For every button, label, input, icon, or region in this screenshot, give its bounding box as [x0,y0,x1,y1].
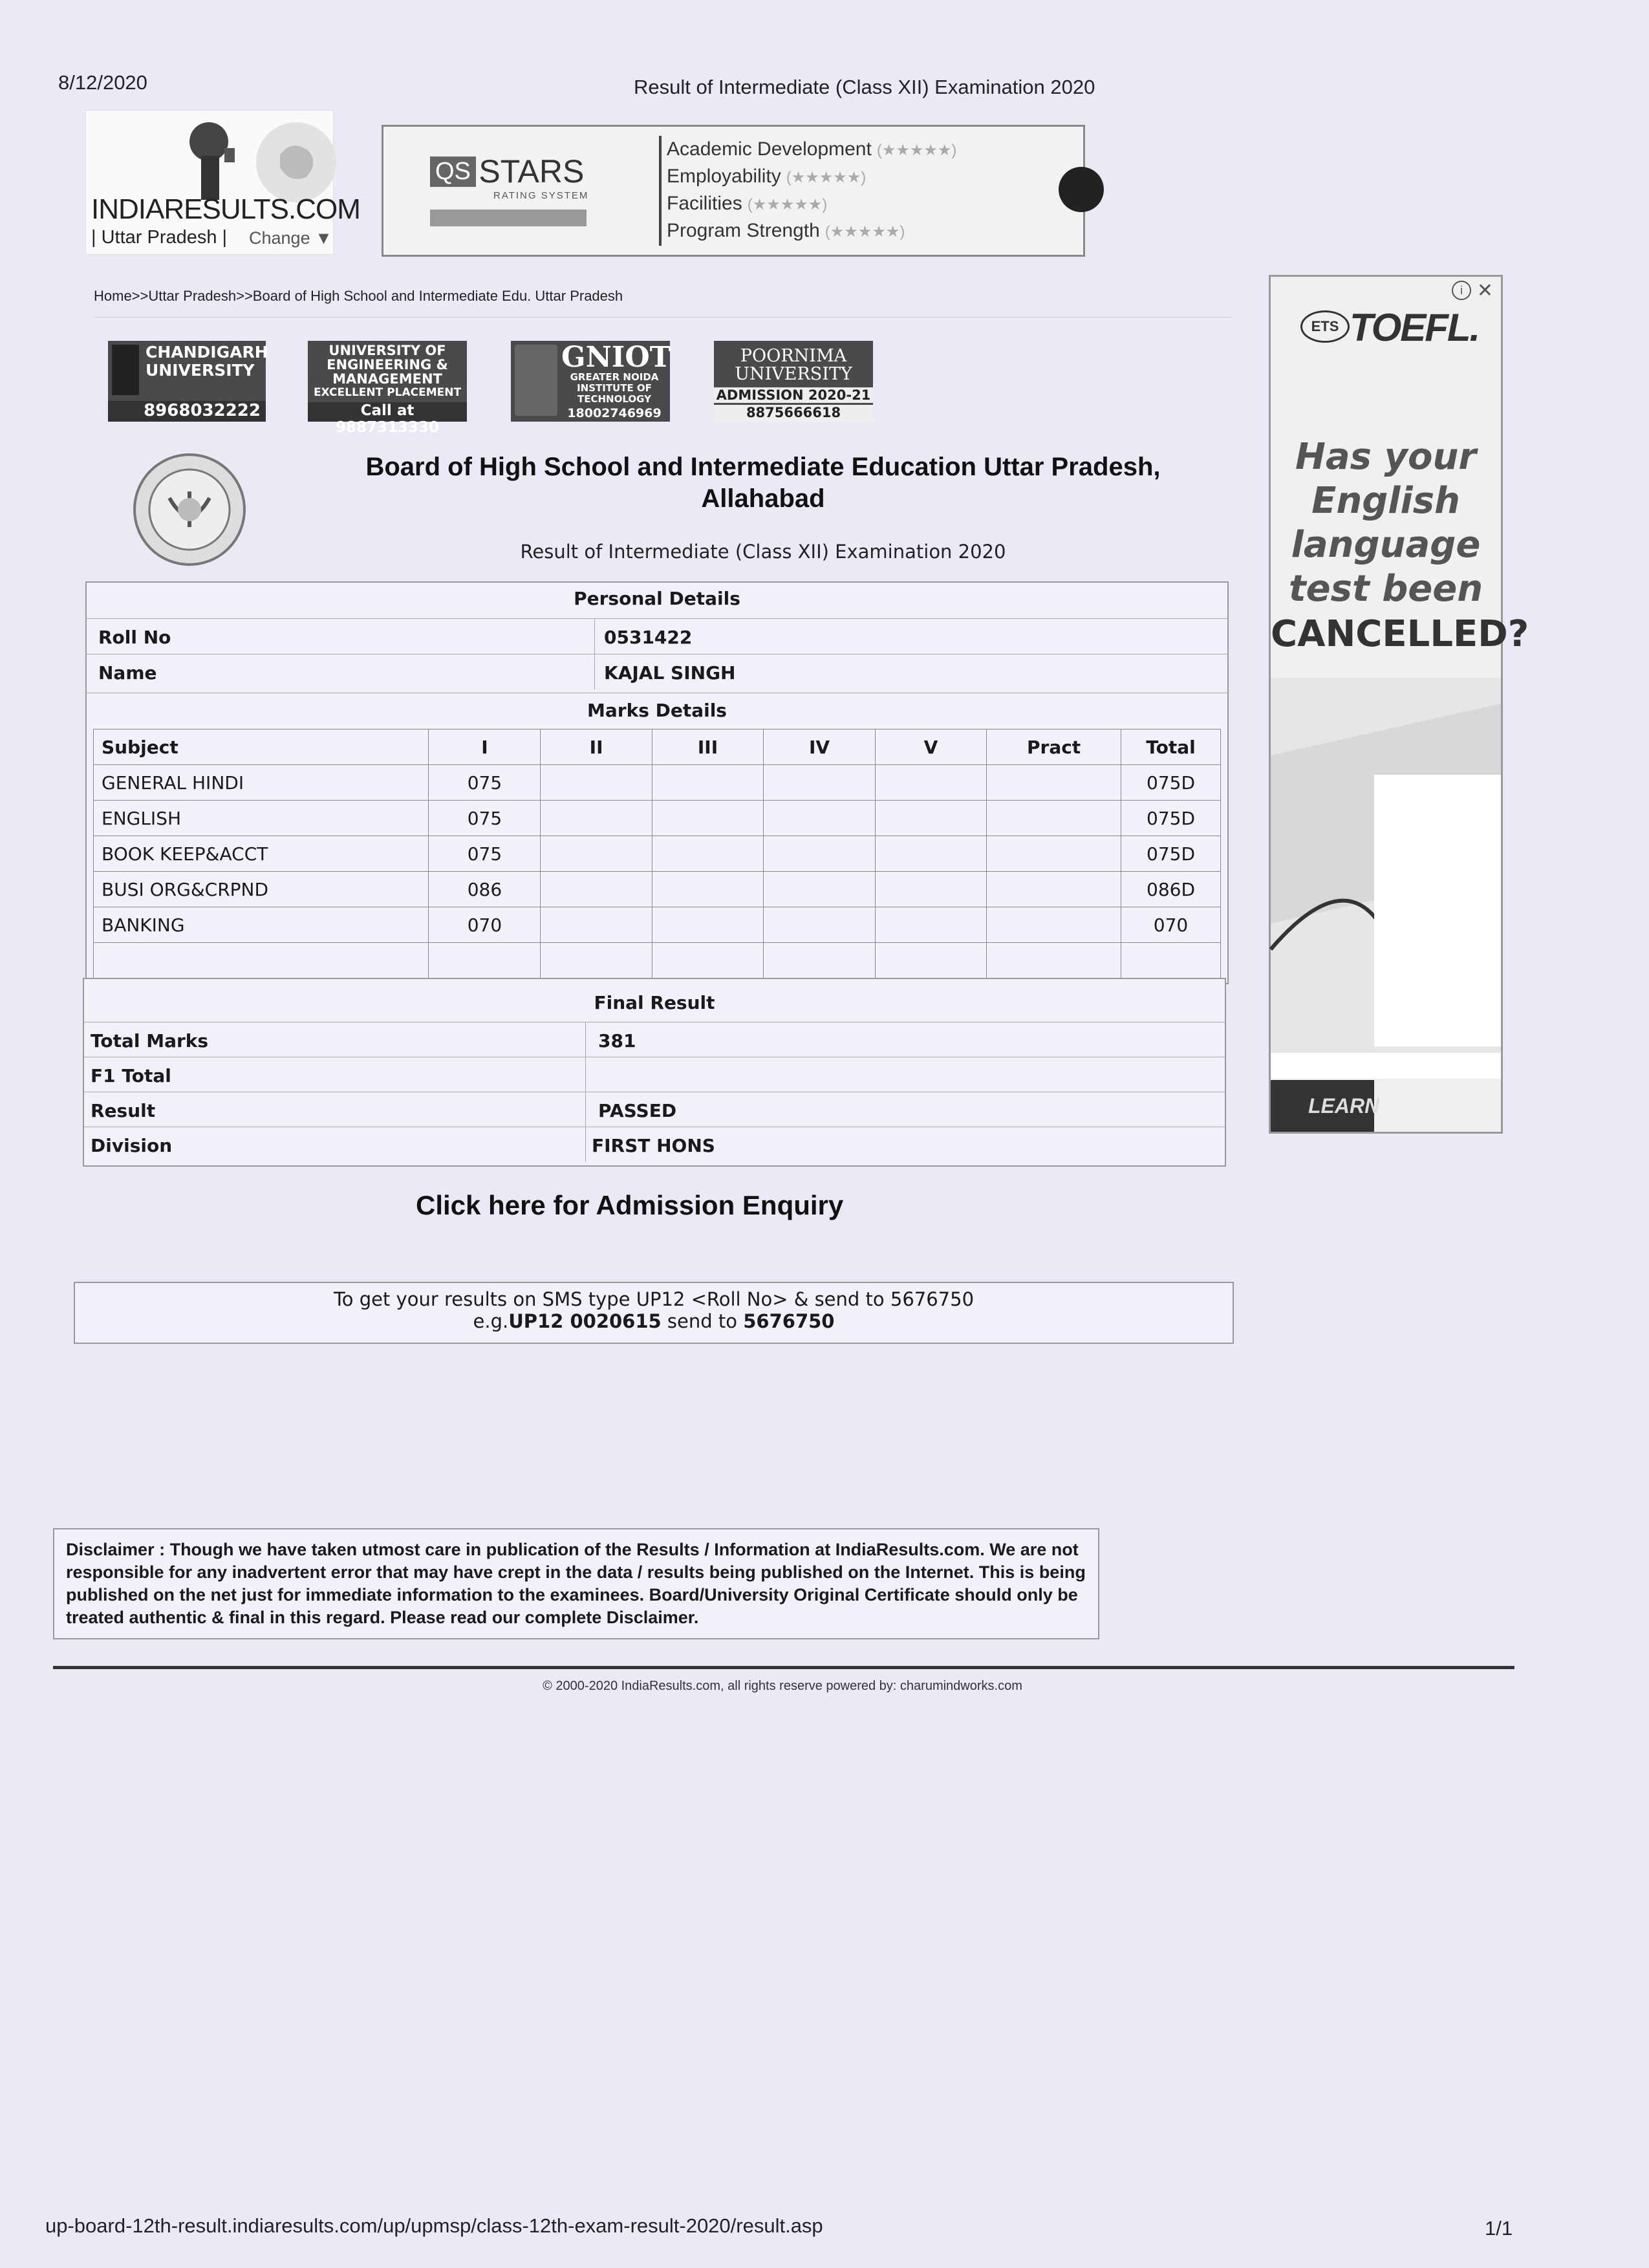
sms-line-1: To get your results on SMS type UP12 <Roll No> & send to 5676750 [333,1288,975,1310]
qs-divider [659,136,662,246]
final-result-panel [83,978,1226,1167]
breadcrumb-divider [94,317,1232,318]
cu-crest-icon [112,345,139,395]
f1-total-row: F1 Total [84,1057,1225,1092]
footer-divider [53,1666,1514,1669]
table-row: GENERAL HINDI 075 075D [94,765,1221,801]
result-row: Result PASSED [84,1092,1225,1127]
ad-headline: Has your English language test been [1288,436,1483,610]
board-seal-icon [131,453,248,567]
page-url: up-board-12th-result.indiaresults.com/up/upmsp/class-12th-exam-result-2020/result.asp [45,2214,823,2237]
qs-row: Employability (★★★★★) [667,166,867,187]
exam-subtitle: Result of Intermediate (Class XII) Examination 2020 [520,541,1006,563]
division-row: Division FIRST HONS [84,1127,1225,1162]
table-row: BOOK KEEP&ACCT 075 075D [94,836,1221,872]
ets-logo-icon: ETS [1300,310,1350,343]
result-value: PASSED [598,1100,677,1121]
print-title: Result of Intermediate (Class XII) Examination 2020 [634,76,1095,98]
table-row: BANKING 070 070 [94,907,1221,943]
personal-details-heading: Personal Details [574,588,740,609]
gniot-crest-icon [515,345,557,416]
page-number: 1/1 [1485,2217,1513,2240]
qs-row: Academic Development (★★★★★) [667,138,957,160]
ad-close-icon[interactable]: ✕ [1476,280,1493,301]
final-result-heading: Final Result [594,992,715,1013]
copyright-text: © 2000-2020 IndiaResults.com, all rights reserve powered by: charumindworks.com [543,1679,1022,1693]
qs-row: Facilities (★★★★★) [667,193,828,214]
indiaresults-logo[interactable] [85,110,360,255]
student-name-value: KAJAL SINGH [604,662,736,684]
change-state-link[interactable]: Change ▼ [249,228,332,248]
disclaimer-box: Disclaimer : Though we have taken utmost care in publication of the Results / Information at IndiaResults.com. We are not responsible for any inadvertent error that may have crept in the data / results being published on the Internet. This is being published on the net just for immediate information to the examinees. Board/University Original Certificate should only be treated authentic & final in this regard. Please read our complete Disclaimer. [53,1528,1099,1639]
toefl-brand: TOEFL. [1350,306,1480,349]
personal-details-panel [85,581,1229,728]
total-marks-value: 381 [598,1030,636,1052]
qs-badge-bar [430,210,587,226]
table-row: ENGLISH 075 075D [94,801,1221,836]
ad-gniot[interactable]: GNIOT GREATER NOIDA INSTITUTE OF TECHNOLOGY 18002746969 [511,341,670,422]
print-date: 8/12/2020 [58,71,147,94]
qs-stars-banner[interactable] [382,125,1085,257]
marks-header-row: Subject I II III IV V Pract Total [94,729,1221,765]
ad-university-engineering-management[interactable]: UNIVERSITY OF ENGINEERING & MANAGEMENT EXCELLENT PLACEMENT Call at 9887313330 [308,341,467,422]
roll-no-value: 0531422 [604,627,693,648]
total-marks-row: Total Marks 381 [84,1022,1225,1057]
ad-cancelled-text: CANCELLED? [1271,613,1529,655]
ad-info-icon[interactable]: i [1452,281,1471,300]
breadcrumb[interactable]: Home>>Uttar Pradesh>>Board of High School and Intermediate Edu. Uttar Pradesh [94,288,623,304]
marks-details-heading: Marks Details [87,693,1227,721]
qs-logo-sub: RATING SYSTEM [493,190,589,201]
sms-info-box [74,1282,1234,1344]
table-row-empty [94,943,1221,978]
board-title: Board of High School and Intermediate Education Uttar Pradesh, Allahabad [365,453,1161,513]
table-row: BUSI ORG&CRPND 086 086D [94,872,1221,907]
logo-graphic-icon [183,116,332,200]
qs-row: Program Strength (★★★★★) [667,220,905,241]
ad-chandigarh-university[interactable]: CHANDIGARH UNIVERSITY 8968032222 [108,341,266,422]
division-value: FIRST HONS [592,1135,715,1156]
admission-enquiry-link[interactable]: Click here for Admission Enquiry [416,1190,844,1220]
state-label: | Uttar Pradesh | [91,227,228,248]
logo-text: INDIARESULTS.COM [91,193,360,225]
sms-line-2: e.g.UP12 0020615 send to 5676750 [473,1310,835,1332]
ad-learn-button[interactable]: LEARN [1271,1080,1374,1132]
ad-poornima-university[interactable]: POORNIMA UNIVERSITY ADMISSION 2020-21 8875666618 [714,341,873,422]
qs-next-arrow-icon[interactable] [1059,167,1104,212]
marks-table [93,729,1221,978]
ad-illustration-icon [1271,678,1501,1079]
toefl-ad[interactable] [1269,275,1529,1134]
qs-logo: QS STARS [430,153,603,191]
marks-table-panel [85,726,1229,984]
name-row: Name KAJAL SINGH [87,654,1227,689]
roll-no-row: Roll No 0531422 [87,618,1227,654]
